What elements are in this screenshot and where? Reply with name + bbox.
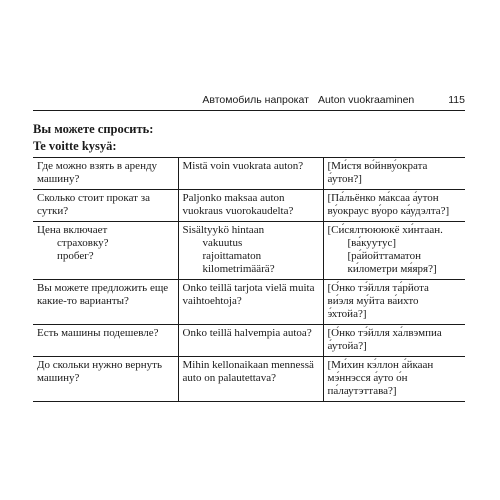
phrase-line: vakuutus — [202, 237, 243, 249]
phrase-line: rajoittamaton — [202, 250, 262, 262]
phrase-row — [33, 222, 465, 280]
phrase-row — [33, 280, 465, 325]
russian-phrase-cell — [33, 325, 178, 357]
phrase-line: [О́нко тэ́йлля ха́лвэмпиа — [327, 327, 442, 339]
transcription-cell — [323, 222, 465, 280]
page-number: 115 — [448, 94, 465, 106]
phrase-line: Mihin kellonaikaan mennessä — [182, 359, 314, 371]
running-head-right-title: Auton vuokraaminen — [317, 94, 415, 106]
phrase-row — [33, 325, 465, 357]
russian-phrase-cell — [33, 222, 178, 280]
phrase-line: мэ́ннэсся а́уто о́н — [327, 372, 408, 384]
phrase-line: kilometrimäärä? — [202, 263, 275, 275]
russian-phrase-cell — [33, 280, 178, 325]
phrase-line: Paljonko maksaa auton — [182, 192, 285, 204]
phrase-line: [ва́куутус] — [347, 237, 396, 249]
phrase-line: auto on palautettava? — [182, 372, 276, 384]
phrase-line: а́утойа?] — [327, 340, 367, 352]
phrase-line: vuokraus vuorokaudelta? — [182, 205, 294, 217]
running-head-left-title: Автомобиль напрокат — [202, 94, 309, 106]
phrase-line: ви́эля му́йта ва́ихто — [327, 295, 419, 307]
transcription-cell — [323, 158, 465, 190]
phrase-line: Onko teillä halvempia autoa? — [182, 327, 312, 339]
transcription-cell — [323, 280, 465, 325]
phrase-line: какие-то варианты? — [37, 295, 129, 307]
phrase-line: [О́нко тэ́йлля та́рйота — [327, 282, 429, 294]
finnish-phrase-cell — [178, 325, 323, 357]
phrase-line: машину? — [37, 173, 80, 185]
russian-phrase-cell — [33, 158, 178, 190]
phrase-line: [Си́сялтюююкё хи́нтаан. — [327, 224, 443, 236]
phrase-line: Sisältyykö hintaan — [182, 224, 265, 236]
phrase-line: а́утон?] — [327, 173, 362, 185]
phrase-line: [Ми́хин кэ́ллон а́йкаан — [327, 359, 434, 371]
transcription-cell — [323, 190, 465, 222]
phrase-line: Mistä voin vuokrata auton? — [182, 160, 304, 172]
phrase-line: ки́лометри мя́яря?] — [347, 263, 437, 275]
phrase-line: Где можно взять в аренду — [37, 160, 158, 172]
phrase-table-body — [33, 158, 465, 402]
phrase-table — [33, 157, 465, 402]
phrase-line: Onko teillä tarjota vielä muita — [182, 282, 315, 294]
phrase-line: Сколько стоит прокат за — [37, 192, 150, 204]
transcription-cell — [323, 325, 465, 357]
transcription-cell — [323, 357, 465, 402]
phrase-row — [33, 158, 465, 190]
phrase-line: Цена включает — [37, 224, 108, 236]
phrase-line: страховку? — [57, 237, 109, 249]
finnish-phrase-cell — [178, 280, 323, 325]
section-heading-russian: Вы можете спросить: — [33, 122, 154, 136]
phrase-line: Вы можете предложить еще — [37, 282, 169, 294]
phrase-row — [33, 190, 465, 222]
russian-phrase-cell — [33, 190, 178, 222]
section-heading-finnish: Te voitte kysyä: — [33, 139, 117, 153]
phrase-line: э́хтойа?] — [327, 308, 367, 320]
phrase-line: До скольки нужно вернуть — [37, 359, 162, 371]
phrase-line: машину? — [37, 372, 80, 384]
phrase-line: [Па́льёнко ма́ксаа а́утон — [327, 192, 439, 204]
phrase-row — [33, 357, 465, 402]
finnish-phrase-cell — [178, 158, 323, 190]
phrase-line: сутки? — [37, 205, 69, 217]
phrase-line: Есть машины подешевле? — [37, 327, 159, 339]
russian-phrase-cell — [33, 357, 178, 402]
running-head-rule — [33, 110, 465, 111]
finnish-phrase-cell — [178, 190, 323, 222]
running-head — [33, 94, 465, 107]
phrase-line: па́лаутэттава?] — [327, 385, 397, 397]
finnish-phrase-cell — [178, 357, 323, 402]
finnish-phrase-cell — [178, 222, 323, 280]
phrase-line: vaihtoehtoja? — [182, 295, 242, 307]
phrase-line: пробег? — [57, 250, 94, 262]
phrase-line: ву́окраус ву́оро ка́удэлта?] — [327, 205, 450, 217]
phrase-line: [ра́йойттаматон — [347, 250, 421, 262]
phrase-line: [Ми́стя во́йнву́ократа — [327, 160, 428, 172]
